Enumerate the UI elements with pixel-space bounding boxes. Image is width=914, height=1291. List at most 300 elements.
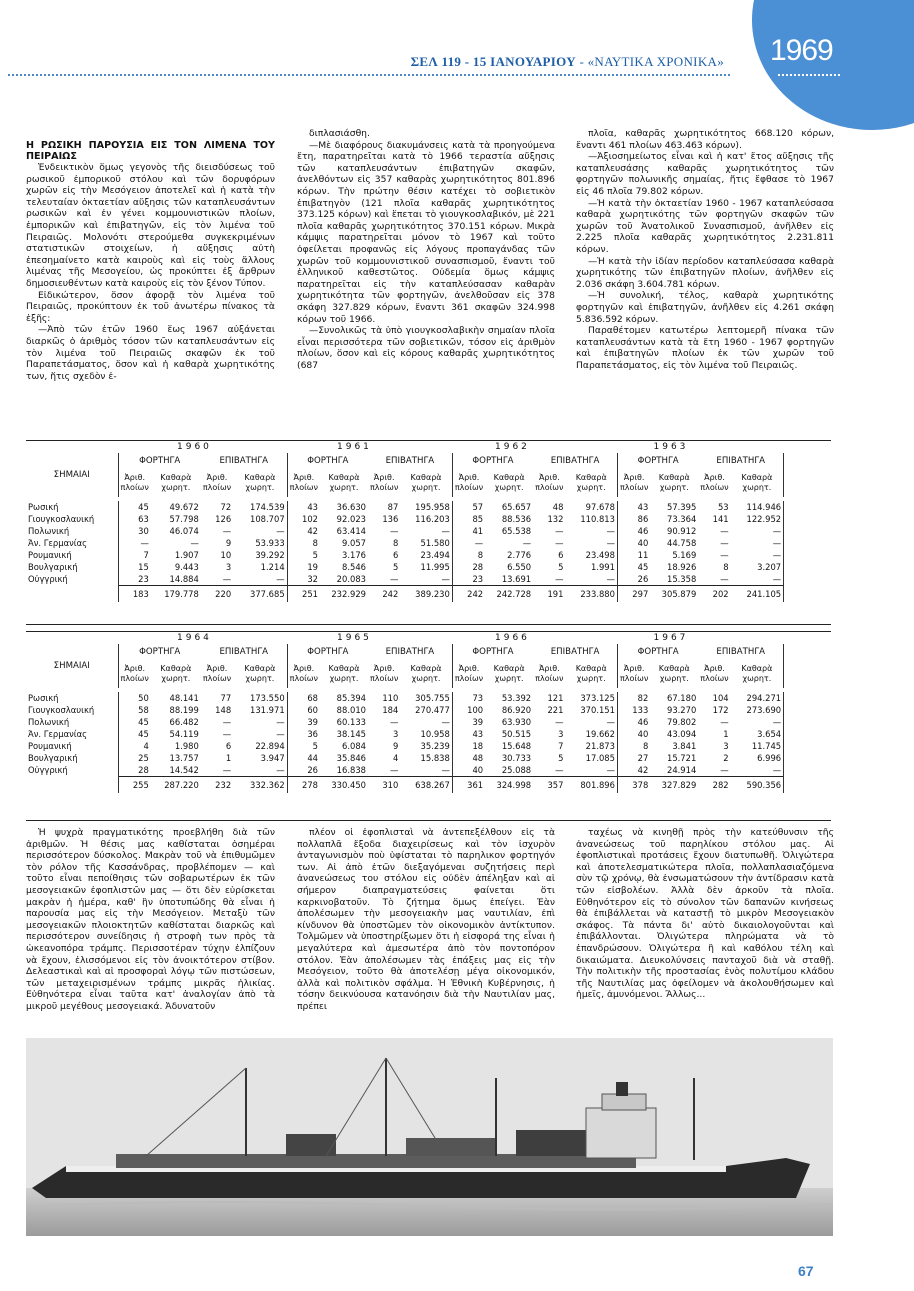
table-cell: —	[731, 764, 784, 777]
net-tonnage-header	[151, 660, 201, 688]
issue-title-suffix: - «ΝΑΥΤΙΚΑ ΧΡΟΝΙΚΑ»	[575, 54, 724, 69]
table-cell: 5	[558, 753, 564, 763]
table-cell: 73.364	[666, 514, 697, 524]
flag-name: Γιουγκοσλαυική	[26, 513, 118, 525]
total-cell: 305.879	[650, 586, 698, 603]
paragraph: Ἡ ψυχρὰ πραγματικότης προεβλήθη διὰ τῶν ἀριθμῶν. Ἡ θέσις μας καθίσταται ὁσημέραι περισσότερον δύσκολος. Μακρὰν τοῦ νὰ ἐπιθυμῶμεν τὸν ρόλον τῆς Κασσάνδρας, προβλέπομεν — καὶ τοῦτο εἶναι πεποίθησις τῶν σοβαρωτέρων ἐκ τῶν μεσογειακῶν ἐφοπλιστῶν μας — ὅτι δὲν εὑρίσκεται μακρὰν ἡ ἡμέρα, καθ' ἣν ὑποτυπώδης θὰ εἶναι ἡ παρουσία μας εἰς τὴν Μεσόγειον. Μεταξὺ τῶν μεσογειακῶν πλοιοκτητῶν καθίσταται διαρκῶς καὶ περισσότερον συνείδησις ἡ στροφὴ των πρὸς τὰ ὠκεανοπόρα τράμπς. Περισσοτέραν τύχην ἐλπίζουν νὰ ἔχουν, ἐλισσόμενοι εἰς τὸν ἀνοικτότερον στίβον. Δελεαστικαὶ καὶ αἱ προσφοραὶ λόγῳ τῶν πιστώσεων, τῶν μεταχειρισμένων τράμπς μικρᾶς ἡλικίας. Εὐθηνότερα εἶναι ταῦτα κατ' ἀναλογίαν ἀπὸ τὰ μικροῦ μεγέθους μεσογειακά. Ἀδυνατοῦν	[26, 827, 275, 1012]
article-column-3-body	[576, 128, 834, 371]
net-tonnage-line1: Καθαρὰ	[658, 664, 690, 673]
table-cell: 65.657	[501, 502, 532, 512]
net-tonnage-line1: Καθαρὰ	[658, 473, 690, 482]
totals-row	[26, 777, 784, 794]
cargo-header: ΦΟΡΤΗΓΑ	[307, 647, 349, 657]
table-cell: 21.873	[565, 740, 617, 752]
net-tonnage-line1: Καθαρὰ	[410, 473, 442, 482]
ship-photo	[26, 1038, 833, 1236]
table-cell: 100	[467, 705, 484, 715]
table-cell: 86.920	[501, 705, 532, 715]
num-ships-line1: Ἀριθ.	[373, 473, 395, 482]
net-tonnage-line1: Καθαρὰ	[328, 473, 360, 482]
paragraph: Ἐνδεικτικὸν ὅμως γεγονὸς τῆς διεισδύσεως τοῦ ρωσικοῦ ἐμπορικοῦ στόλου καὶ τῶν δορυφόρων χωρῶν εἰς τὴν Μεσόγειον ἀποτελεῖ καὶ ἡ κατὰ τὴν τελευταίαν ὀκταετίαν αὔξησις τῶν καταπλευσάντων ρωσικῶν καὶ ἐν γένει κομμουνιστικῶν πλοίων, ἐμπορικῶν καὶ ἐπιβατηγῶν, εἰς τὸν λιμένα τοῦ Πειραιῶς. Μολονότι στερούμεθα συγκεκριμένων στατιστικῶν στοιχείων, ἡ αὔξησις αὐτὴ ἐπεσημαίνετο κατὰ καιροὺς καὶ εἰς τοὺς ἄλλους λιμένας τῆς Μεσογείου, ὡς προκύπτει ἐξ ἄρθρων δημοσιευθέντων κατὰ καιροὺς εἰς τὸν ξένον Τύπον.	[26, 162, 275, 289]
flag-name: Ἀν. Γερμανίας	[26, 537, 118, 549]
table-cell: 110	[382, 693, 399, 703]
table-cell: 133	[632, 705, 649, 715]
table-cell: 30.733	[501, 753, 532, 763]
total-cell: 361	[452, 777, 485, 794]
table-cell: 11.745	[731, 740, 784, 752]
total-cell: 232	[201, 777, 233, 794]
table-cell: 53.392	[501, 693, 532, 703]
net-tonnage-line2: χωρητ.	[245, 483, 275, 492]
table-cell: —	[400, 525, 452, 537]
table-cell: 67.180	[666, 693, 697, 703]
table-cell: 1.991	[565, 561, 617, 573]
cargo-header: ΦΟΡΤΗΓΑ	[472, 456, 514, 466]
table-cell: 25.088	[501, 765, 532, 775]
table-cell: —	[555, 765, 564, 775]
table-cell: 173.550	[233, 692, 287, 704]
cargo-header: ΦΟΡΤΗΓΑ	[637, 647, 679, 657]
table-cell: 39.292	[233, 549, 287, 561]
table-cell: 23.498	[565, 549, 617, 561]
table-cell: 11.995	[400, 561, 452, 573]
table-cell: —	[565, 716, 617, 728]
table-cell: 45	[138, 729, 149, 739]
table-cell: 16.838	[336, 765, 366, 775]
paragraph: —Ἡ κατὰ τὴν ἰδίαν περίοδον καταπλεύσασα καθαρὰ χωρητικότης τῶν ἐπιβατηγῶν πλοίων, ἀνῆλθεν εἰς 2.036 σκάφη 3.604.781 κόρων.	[576, 255, 834, 290]
year-label: 1963	[653, 442, 689, 452]
table-cell: 3	[392, 729, 399, 739]
flag-name: Ἀν. Γερμανίας	[26, 728, 118, 740]
statistics-table-1964-1967	[26, 631, 831, 821]
table-cell: 6	[225, 741, 232, 751]
net-tonnage-header	[320, 469, 368, 497]
flag-name: Ρουμανική	[26, 740, 118, 752]
table-cell: 126	[215, 514, 232, 524]
table-cell: —	[720, 538, 729, 548]
table-cell: 53	[717, 502, 729, 512]
num-ships-line1: Ἀριθ.	[206, 664, 228, 673]
num-ships-header	[698, 660, 730, 688]
table-cell: —	[565, 525, 617, 537]
bottom-column-2-body	[297, 827, 555, 1013]
table-row	[26, 716, 784, 728]
table-cell: 36	[307, 729, 318, 739]
paragraph: —Ἀξιοσημείωτος εἶναι καὶ ἡ κατ' ἔτος αὔξησις τῆς καταπλευσάσης καθαρᾶς χωρητικότητος τῶν φορτηγῶν πολωνικῆς σημαίας, ἥτις ἔφθασε τὸ 1967 εἰς 46 πλοῖα 79.802 κόρων.	[576, 151, 834, 197]
net-tonnage-line2: χωρητ.	[494, 483, 524, 492]
table-cell: 108.707	[233, 513, 287, 525]
num-ships-line1: Ἀριθ.	[538, 664, 560, 673]
table-cell: —	[731, 525, 784, 537]
table-cell: 294.271	[731, 692, 784, 704]
table-cell: 10.958	[400, 728, 452, 740]
table-cell: —	[140, 538, 149, 548]
table-cell: —	[565, 573, 617, 586]
table-cell: 19	[307, 562, 318, 572]
table-cell: 40	[637, 729, 649, 739]
table-cell: —	[731, 549, 784, 561]
num-ships-line1: Ἀριθ.	[623, 473, 645, 482]
table-row	[26, 537, 784, 549]
table-row	[26, 692, 784, 704]
table-cell: 5	[558, 562, 564, 572]
bottom-column-1	[26, 827, 275, 1013]
table-cell: 28	[472, 562, 484, 572]
table-cell: 87	[387, 502, 399, 512]
table-cell: —	[555, 526, 564, 536]
paragraph: —Συνολικῶς τὰ ὑπὸ γιουγκοσλαβικὴν σημαίαν πλοῖα εἶναι περισσότερα τῶν σοβιετικῶν, τόσον εἰς ἀριθμὸν πλοίων, ὅσον καὶ εἰς κόρους καθαρᾶς χωρητικότητος (687	[297, 325, 555, 371]
passenger-header: ΕΠΙΒΑΤΗΓΑ	[533, 644, 617, 660]
net-tonnage-header	[485, 469, 533, 497]
total-cell: 202	[698, 586, 730, 603]
flag-name: Ρουμανική	[26, 549, 118, 561]
total-cell: 183	[118, 586, 151, 603]
totals-label	[26, 586, 118, 603]
table-cell: 4	[392, 753, 399, 763]
total-cell: 278	[287, 777, 320, 794]
year-label: 1964	[177, 633, 212, 643]
num-ships-line1: Ἀριθ.	[293, 473, 315, 482]
table-cell: 4	[143, 741, 149, 751]
table-cell: 3.947	[233, 752, 287, 764]
year-label: 1969	[770, 34, 833, 67]
passenger-header: ΕΠΙΒΑΤΗΓΑ	[201, 644, 287, 660]
total-cell: 357	[533, 777, 565, 794]
table-cell: —	[720, 765, 729, 775]
table-cell: —	[731, 716, 784, 728]
table-row	[26, 573, 784, 586]
year-label: 1966	[495, 633, 530, 643]
table-row	[26, 752, 784, 764]
net-tonnage-header	[233, 660, 287, 688]
table-cell: —	[233, 573, 287, 586]
num-ships-header	[368, 660, 400, 688]
table-cell: 3.207	[731, 561, 784, 573]
table-cell: 5.169	[672, 550, 697, 560]
table-cell: 41	[472, 526, 484, 536]
flag-name: Βουλγαρική	[26, 752, 118, 764]
table-cell: 174.539	[233, 501, 287, 513]
table-cell: 27	[637, 753, 649, 763]
net-tonnage-line1: Καθαρὰ	[160, 664, 192, 673]
num-ships-header	[533, 660, 565, 688]
table-cell: 43.094	[666, 729, 697, 739]
table-cell: 57.798	[169, 514, 199, 524]
table-cell: 88.199	[169, 705, 199, 715]
table-cell: —	[190, 538, 199, 548]
table-cell: 7	[558, 741, 564, 751]
total-cell: 220	[201, 586, 233, 603]
issue-title	[411, 54, 724, 70]
net-tonnage-line2: χωρητ.	[161, 674, 191, 683]
num-ships-line2: πλοίων	[700, 483, 729, 492]
num-ships-line1: Ἀριθ.	[458, 664, 480, 673]
table-cell: 1.214	[233, 561, 287, 573]
page-header	[0, 0, 914, 110]
table-cell: 49.672	[169, 502, 199, 512]
table-cell: 5	[392, 562, 399, 572]
table-cell: 73	[472, 693, 484, 703]
statistics-table-1960-1963	[26, 440, 831, 625]
table-cell: 28	[138, 765, 149, 775]
table-cell: 46.074	[169, 526, 199, 536]
num-ships-header	[201, 660, 233, 688]
num-ships-line1: Ἀριθ.	[373, 664, 395, 673]
table-cell: —	[222, 574, 232, 584]
total-cell: 332.362	[233, 777, 287, 794]
num-ships-line1: Ἀριθ.	[704, 473, 725, 482]
table-cell: 63.414	[336, 526, 366, 536]
table-cell: 65.538	[501, 526, 532, 536]
table-cell: 148	[215, 705, 232, 715]
passenger-header: ΕΠΙΒΑΤΗΓΑ	[698, 644, 783, 660]
table-cell: —	[565, 764, 617, 777]
table-cell: 88.536	[501, 514, 532, 524]
net-tonnage-line1: Καθαρὰ	[493, 473, 525, 482]
table-cell: 2	[723, 753, 729, 763]
table-cell: 63.930	[501, 717, 532, 727]
table-cell: 85	[472, 514, 484, 524]
table-row	[26, 728, 784, 740]
table-cell: —	[222, 729, 232, 739]
table-cell: 46	[637, 717, 649, 727]
table-cell: 3	[723, 741, 729, 751]
net-tonnage-header	[400, 469, 452, 497]
table-cell: 60.133	[336, 717, 366, 727]
table-cell: —	[555, 717, 564, 727]
num-ships-header	[617, 469, 650, 497]
total-cell: 297	[617, 586, 650, 603]
subheader-row	[26, 660, 784, 688]
table-cell: 77	[220, 693, 232, 703]
paragraph: —Μὲ διαφόρους διακυμάνσεις κατὰ τὰ προηγούμενα ἔτη, παρατηρεῖται κατὰ τὸ 1966 τεραστία αὔξησις τῶν καταπλευσάντων ἐπιβατηγῶν σκαφῶν, ἀνελθόντων εἰς 357 καθαρὰς χωρητικότητος 801.896 κόρων. Τὴν πρώτην θέσιν κατέχει τὸ σοβιετικὸν ἐπιβατηγὸν (121 πλοῖα καθαρᾶς χωρητικότητος 373.125 κόρων) καὶ ἕπεται τὸ γιουγκοσλαβικόν, μὲ 221 πλοῖα καθαρᾶς χωρητικότητος 370.151 κόρων. Μικρὰ κάμψις παρατηρεῖται μόνον τὸ 1967 καὶ τοῦτο ὀφείλεται προφανῶς εἰς λόγους προπαγάνδας τῶν χωρῶν τοῦ κομμουνιστικοῦ συνασπισμοῦ, ἔναντι τοῦ ἑλληνικοῦ καθεστῶτος. Οὐδεμία ὅμως κάμψις παρατηρεῖται εἰς τὴν καταπλεύσασαν καθαρὰν χωρητικότητα τῶν φορτηγῶν, ἀνελθοῦσαν εἰς 378 σκάφη 327.829 κόρων, ἔναντι 361 σκαφῶν 324.998 κόρων τοῦ 1966.	[297, 139, 555, 325]
net-tonnage-line1: Καθαρὰ	[493, 664, 525, 673]
cargo-header: ΦΟΡΤΗΓΑ	[139, 456, 181, 466]
table-cell: 23	[472, 574, 484, 584]
table-row	[26, 764, 784, 777]
bottom-column-2	[297, 827, 555, 1013]
net-tonnage-line1: Καθαρὰ	[328, 664, 360, 673]
table-cell: 373.125	[565, 692, 617, 704]
net-tonnage-header	[485, 660, 533, 688]
table-cell: —	[389, 717, 399, 727]
net-tonnage-line1: Καθαρὰ	[575, 473, 607, 482]
num-ships-line2: πλοίων	[454, 483, 484, 492]
table-body	[26, 644, 784, 793]
table-cell: —	[222, 526, 232, 536]
table-cell: 88.010	[336, 705, 366, 715]
table-cell: —	[555, 574, 564, 584]
table-cell: 1.980	[174, 741, 199, 751]
num-ships-line2: πλοίων	[369, 674, 399, 683]
bottom-column-3	[576, 827, 834, 1001]
year-label: 1962	[495, 442, 530, 452]
total-cell: 378	[617, 777, 650, 794]
bottom-column-3-body	[576, 827, 834, 1001]
flag-name: Οὐγγρική	[26, 764, 118, 777]
flag-name: Ρωσική	[26, 692, 118, 704]
total-cell: 389.230	[400, 586, 452, 603]
passenger-header: ΕΠΙΒΑΤΗΓΑ	[368, 453, 452, 469]
table-cell: 6.996	[731, 752, 784, 764]
net-tonnage-header	[565, 660, 617, 688]
num-ships-line2: πλοίων	[202, 674, 232, 683]
table-cell: 132	[547, 514, 564, 524]
net-tonnage-line1: Καθαρὰ	[160, 473, 192, 482]
paragraph: ταχέως νὰ κινηθῇ πρὸς τὴν κατεύθυνσιν τῆς ἀνανεώσεως τοῦ παρηλίκου στόλου μας. Αἱ ἐφοπλιστικαὶ προτάσεις ἔχουν διατυπωθῆ. Ὀλιγώτερα καὶ ἀποτελεσματικώτερα πλοῖα, πολλαπλασιαζόμενα σὺν τῷ χρόνῳ, θὰ ἐνσωματώσουν τὴν ἀντίδρασιν κατὰ τῶν εἰσβολέων. Ἀλλὰ δὲν ἀρκοῦν τὰ πλοῖα. Εὐθηνότερον εἰς τὸ σύνολον τῶν δαπανῶν κινήσεως θὰ ἐπιβάλλεται νὰ καταστῇ τὸ μικρὸν Μεσογειακὸν σκάφος. Τὰ πάντα δι' αὐτὸ δικαιολογοῦνται καὶ ἐπιβάλλονται. Ὀλιγώτερα πληρώματα νὰ τὸ ἐπανδρώσουν. Ὀλιγώτερα ἢ καὶ καθόλου τέλη καὶ δικαιώματα. Διευκολύνσεις πανταχοῦ διὰ νὰ σταθῇ. Τὴν πολιτικὴν τῆς προστασίας ἑνὸς πολυτίμου κλάδου τῆς Ναυτιλίας μας ὀφείλομεν νὰ ἀκολουθήσωμεν καὶ ἡμεῖς, ἀμυνόμενοι. Ἄλλως...	[576, 827, 834, 1001]
num-ships-line1: Ἀριθ.	[293, 664, 315, 673]
table-cell: 110.813	[565, 513, 617, 525]
flag-name: Γιουγκοσλαυική	[26, 704, 118, 716]
num-ships-line2: πλοίων	[120, 483, 149, 492]
table-cell: 44	[307, 753, 318, 763]
table-row	[26, 501, 784, 513]
flags-header: ΣΗΜΑΙΑΙ	[26, 644, 118, 688]
table-cell: 23.494	[400, 549, 452, 561]
total-cell: 251	[287, 586, 320, 603]
table-cell: 48	[552, 502, 564, 512]
table-cell: 48	[472, 753, 484, 763]
table-cell: —	[720, 717, 729, 727]
article-column-2-body	[297, 128, 555, 371]
table-cell: 8	[723, 562, 729, 572]
data-table	[26, 453, 784, 602]
table-row	[26, 561, 784, 573]
total-cell: 255	[118, 777, 151, 794]
table-cell: 13.757	[169, 753, 199, 763]
num-ships-header	[452, 469, 485, 497]
table-cell: 40	[637, 538, 649, 548]
totals-label	[26, 777, 118, 794]
table-cell: 1	[723, 729, 729, 739]
net-tonnage-line2: χωρητ.	[245, 674, 275, 683]
totals-row	[26, 586, 784, 603]
table-cell: 3.176	[342, 550, 366, 560]
table-cell: 102	[301, 514, 318, 524]
table-cell: 5	[312, 550, 318, 560]
table-cell: 45	[138, 502, 149, 512]
table-cell: —	[233, 728, 287, 740]
table-cell: 58	[138, 705, 149, 715]
flag-name: Βουλγαρική	[26, 561, 118, 573]
paragraph: Εἰδικώτερον, ὅσον ἀφορᾷ τὸν λιμένα τοῦ Πειραιῶς, προκύπτουν ἐκ τοῦ ἀνωτέρω πίνακος τὰ ἑξῆς:	[26, 289, 275, 324]
table-cell: 32	[307, 574, 318, 584]
table-cell: —	[731, 573, 784, 586]
num-ships-line2: πλοίων	[619, 483, 649, 492]
table-cell: 116.203	[400, 513, 452, 525]
table-cell: 8	[642, 741, 649, 751]
table-cell: 273.690	[731, 704, 784, 716]
num-ships-line2: πλοίων	[454, 674, 484, 683]
cargo-header: ΦΟΡΤΗΓΑ	[139, 647, 181, 657]
table-cell: 22.894	[233, 740, 287, 752]
table-cell: 114.946	[731, 501, 784, 513]
table-row	[26, 549, 784, 561]
num-ships-line2: πλοίων	[369, 483, 399, 492]
net-tonnage-header	[731, 660, 784, 688]
table-cell: 2.776	[507, 550, 532, 560]
table-cell: —	[474, 538, 484, 548]
num-ships-header	[368, 469, 400, 497]
net-tonnage-header	[151, 469, 201, 497]
table-cell: 3	[558, 729, 564, 739]
year-label: 1960	[177, 442, 212, 452]
table-cell: 15.721	[666, 753, 697, 763]
table-cell: 104	[712, 693, 729, 703]
table-cell: 195.958	[400, 501, 452, 513]
table-cell: 18.926	[666, 562, 697, 572]
table-cell: 60	[307, 705, 318, 715]
table-cell: 5	[312, 741, 318, 751]
table-cell: 93.270	[666, 705, 697, 715]
table-cell: —	[720, 550, 729, 560]
table-cell: 97.678	[565, 501, 617, 513]
table-cell: —	[222, 717, 232, 727]
table-cell: 18	[472, 741, 484, 751]
table-cell: 11	[637, 550, 649, 560]
year-dotted-rule	[778, 74, 840, 76]
net-tonnage-line1: Καθαρὰ	[575, 664, 607, 673]
table-cell: 57.395	[666, 502, 697, 512]
table-cell: 6.550	[507, 562, 532, 572]
table-cell: 8	[477, 550, 484, 560]
num-ships-line2: πλοίων	[289, 674, 318, 683]
page-number: 67	[798, 1263, 814, 1279]
table-cell: 1	[225, 753, 232, 763]
flags-header: ΣΗΜΑΙΑΙ	[26, 453, 118, 497]
table-cell: 6	[392, 550, 399, 560]
num-ships-line1: Ἀριθ.	[458, 473, 480, 482]
table-cell: 3.841	[672, 741, 697, 751]
table-cell: —	[389, 526, 399, 536]
table-body	[26, 453, 784, 602]
table-cell: 72	[220, 502, 232, 512]
table-cell: 36.630	[336, 502, 366, 512]
net-tonnage-line2: χωρητ.	[329, 674, 359, 683]
table-cell: —	[233, 764, 287, 777]
net-tonnage-line1: Καθαρὰ	[410, 664, 442, 673]
table-cell: 45	[138, 717, 149, 727]
category-row	[26, 453, 784, 469]
table-cell: 9	[225, 538, 232, 548]
total-cell: 638.267	[400, 777, 452, 794]
article-column-1-body	[26, 162, 275, 382]
num-ships-line1: Ἀριθ.	[704, 664, 725, 673]
net-tonnage-header	[731, 469, 784, 497]
total-cell: 242	[368, 586, 400, 603]
num-ships-line1: Ἀριθ.	[538, 473, 560, 482]
table-cell: 9.443	[174, 562, 199, 572]
paragraph: πλέον οἱ ἐφοπλισταὶ νὰ ἀντεπεξέλθουν εἰς τὰ πολλαπλᾶ ἔξοδα διαχειρίσεως καὶ τὸν ἰσχυρὸν ἀνταγωνισμὸν ποὺ ὑφίσταται τὸ παρηλικον φορτηγόν των. Αἱ ἀπὸ ἐτῶν διεξαγόμεναι συζητήσεις περὶ ἀνανεώσεως του στόλου εἰς οὐδὲν ἀπέληξαν καὶ αἱ σήμερον διαπραγματεύσεις φαίνεται ὅτι καρκινοβατοῦν. Τὸ ζήτημα ὅμως ἐπείγει. Ἐὰν ἀπολέσωμεν τὴν μεσογειακὴν μας ναυτιλίαν, ἐπὶ κίνδυνον θὰ ὑποστῶμεν τὸν οἰκονομικὸν ἀντίκτυπον. Τολμῶμεν νὰ ὑποστηρίξωμεν ὅτι ἡ εἰσφορά της εἶναι ἡ μεγαλύτερα καὶ ἀμεσωτέρα ἀπὸ τὸν ποντοπόρον στόλον. Ἐὰν ἀπολέσωμεν τὰς ἐπάξεις μας εἰς τὴν Μεσόγειον, τοῦτο θὰ ἀποτελέσῃ μέγα οἰκονομικόν, ἀλλὰ καὶ πολιτικὸν σφάλμα. Ἡ Ἐθνικὴ Κυβέρνησις, ἡ τόσην δεικνύουσα κατανόησιν διὰ τὴν Ναυτιλίαν μας, πρέπει	[297, 827, 555, 1012]
table-cell: 30	[138, 526, 149, 536]
table-cell: 46	[637, 526, 649, 536]
table-cell: 53.933	[233, 537, 287, 549]
net-tonnage-header	[233, 469, 287, 497]
table-cell: 57	[472, 502, 484, 512]
paragraph: διπλασιάσθη.	[309, 128, 370, 139]
table-cell: 23	[138, 574, 149, 584]
num-ships-header	[617, 660, 650, 688]
total-cell: 801.896	[565, 777, 617, 794]
total-cell: 327.829	[650, 777, 698, 794]
table-cell: 42	[307, 526, 318, 536]
table-cell: 17.085	[565, 752, 617, 764]
total-cell: 310	[368, 777, 400, 794]
year-label: 1967	[653, 633, 689, 643]
table-cell: 50.515	[501, 729, 532, 739]
table-row	[26, 513, 784, 525]
table-cell: 44.758	[666, 538, 697, 548]
